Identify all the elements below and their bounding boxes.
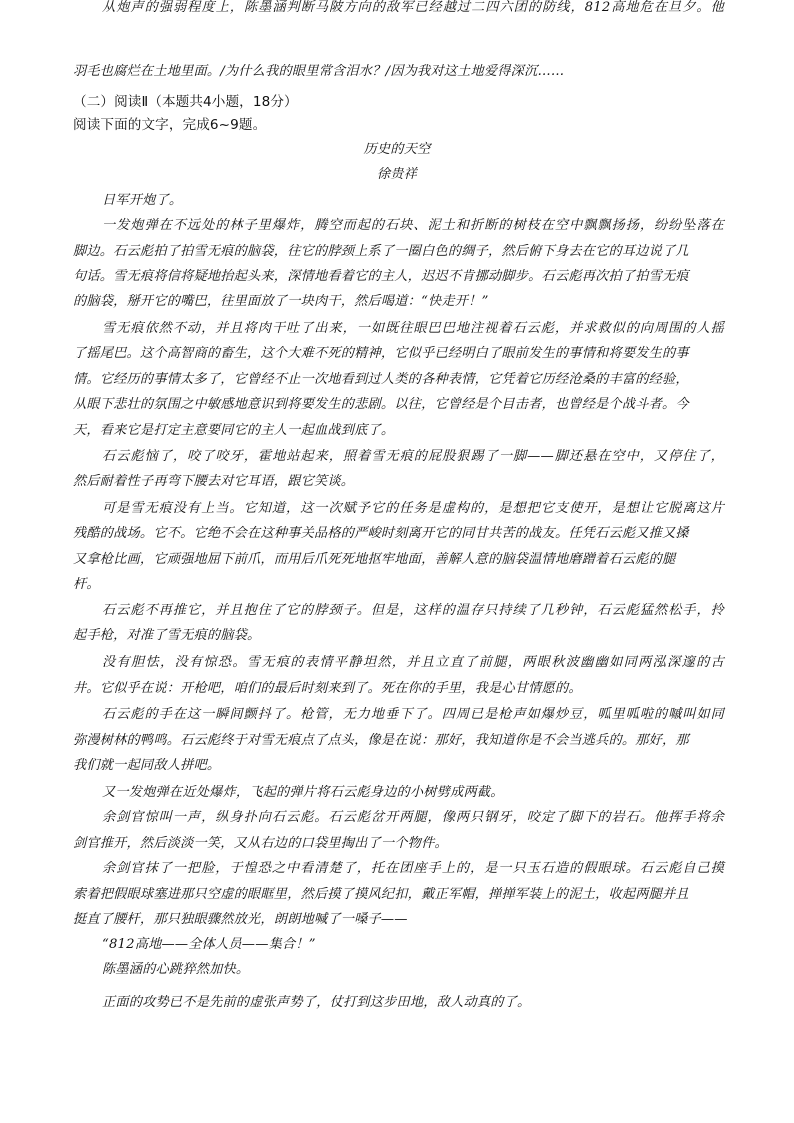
text-line: 从炮声的强弱程度上，陈墨涵判断马陂方向的敌军已经越过二四六团的防线，812高地危在旦夕。他 — [102, 0, 724, 15]
text-line: 雪无痕依然不动，并且将肉干吐了出来，一如既往眼巴巴地注视着石云彪，并求救似的向周围的人摇 — [102, 321, 724, 336]
text-line: 没有胆怯，没有惊恐。雪无痕的表情平静坦然，并且立直了前腿，两眼秋波幽幽如同两泓深邃的古 — [102, 655, 724, 670]
text-line: 羽毛也腐烂在土地里面。/为什么我的眼里常含泪水？/因为我对这土地爱得深沉…… — [73, 64, 565, 79]
text-line: 余剑官抹了一把脸，于惶恐之中看清楚了，托在团座手上的，是一只玉石造的假眼球。石云彪自己摸 — [102, 861, 724, 876]
text-line: “812高地——全体人员——集合！” — [102, 937, 316, 952]
text-line: 余剑官惊叫一声，纵身扑向石云彪。石云彪岔开两腿，像两只钢牙，咬定了脚下的岩石。他挥手将余 — [102, 810, 724, 825]
text-line: 阅读下面的文字，完成6~9题。 — [73, 117, 267, 133]
text-line: 一发炮弹在不远处的林子里爆炸，腾空而起的石块、泥土和折断的树枝在空中飘飘扬扬，纷纷坠落在 — [102, 218, 724, 233]
text-line: 石云彪的手在这一瞬间颤抖了。枪管，无力地垂下了。四周已是枪声如爆炒豆，呱里呱啦的嘁叫如同 — [102, 707, 724, 722]
article-title: 历史的天空 — [363, 142, 431, 157]
text-line: 残酷的战场。它不。它绝不会在这种事关品格的严峻时刻离开它的同甘共苦的战友。任凭石云彪又推又搡 — [73, 526, 689, 541]
text-line: 又拿枪比画，它顽强地屈下前爪，而用后爪死死地抠牢地面，善解人意的脑袋温情地磨蹭着石云彪的腿 — [73, 552, 676, 567]
text-line: 天，看来它是打定主意要同它的主人一起血战到底了。 — [73, 423, 395, 438]
text-line: 起手枪，对准了雪无痕的脑袋。 — [73, 628, 261, 643]
text-line: 句话。雪无痕将信将疑地抬起头来，深情地看着它的主人，迟迟不肯挪动脚步。石云彪再次拍了拍雪无痕 — [73, 269, 689, 284]
section-heading: （二）阅读Ⅱ（本题共4小题，18分） — [73, 94, 298, 110]
text-line: 石云彪恼了，咬了咬牙，霍地站起来，照着雪无痕的屁股狠踢了一脚——脚还悬在空中，又停住了， — [102, 449, 724, 464]
text-line: 可是雪无痕没有上当。它知道，这一次赋予它的任务是虚构的，是想把它支使开，是想让它脱离这片 — [102, 501, 724, 516]
text-line: 我们就一起同敌人拼吧。 — [73, 758, 221, 773]
article-author: 徐贵祥 — [376, 167, 418, 182]
text-line: 陈墨涵的心跳猝然加快。 — [102, 962, 250, 977]
text-line: 的脑袋，掰开它的嘴巴，往里面放了一块肉干，然后喝道：“快走开！” — [73, 294, 489, 309]
text-line: 从眼下悲壮的氛围之中敏感地意识到将要发生的悲剧。以往，它曾经是个目击者，也曾经是个战斗者。今 — [73, 397, 689, 412]
text-line: 日军开炮了。 — [102, 193, 183, 208]
text-line: 井。它似乎在说：开枪吧，咱们的最后时刻来到了。死在你的手里，我是心甘情愿的。 — [73, 681, 582, 696]
text-line: 弥漫树林的鸭鸣。石云彪终于对雪无痕点了点头，像是在说：那好，我知道你是不会当逃兵的。那好，那 — [73, 733, 689, 748]
text-line: 情。它经历的事情太多了，它曾经不止一次地看到过人类的各种表情，它凭着它历经沧桑的丰富的经验， — [73, 372, 689, 387]
text-line: 又一发炮弹在近处爆炸，飞起的弹片将石云彪身边的小树劈成两截。 — [102, 785, 504, 800]
text-line: 索着把假眼球塞进那只空虚的眼眶里，然后摸了摸风纪扣，戴正军帽，掸掸军装上的泥土，收起两腿并且 — [73, 887, 689, 902]
text-line: 正面的攻势已不是先前的虚张声势了，仗打到这步田地，敌人动真的了。 — [102, 995, 531, 1010]
text-line: 石云彪不再推它，并且抱住了它的脖颈子。但是，这样的温存只持续了几秒钟，石云彪猛然松手，拎 — [102, 603, 724, 618]
text-line: 剑官推开，然后淡淡一笑，又从右边的口袋里掏出了一个物件。 — [73, 836, 448, 851]
text-line: 了摇尾巴。这个高智商的畜生，这个大难不死的精神，它似乎已经明白了眼前发生的事情和将要发生的事 — [73, 346, 689, 361]
text-line: 杆。 — [73, 577, 100, 592]
text-line: 脚边。石云彪拍了拍雪无痕的脑袋，往它的脖颈上系了一圈白色的绸子，然后俯下身去在它的耳边说了几 — [73, 244, 689, 259]
text-line: 然后耐着性子再弯下腰去对它耳语，跟它笑谈。 — [73, 474, 355, 489]
text-line: 挺直了腰杆，那只独眼骤然放光，朗朗地喊了一嗓子—— — [73, 912, 408, 927]
